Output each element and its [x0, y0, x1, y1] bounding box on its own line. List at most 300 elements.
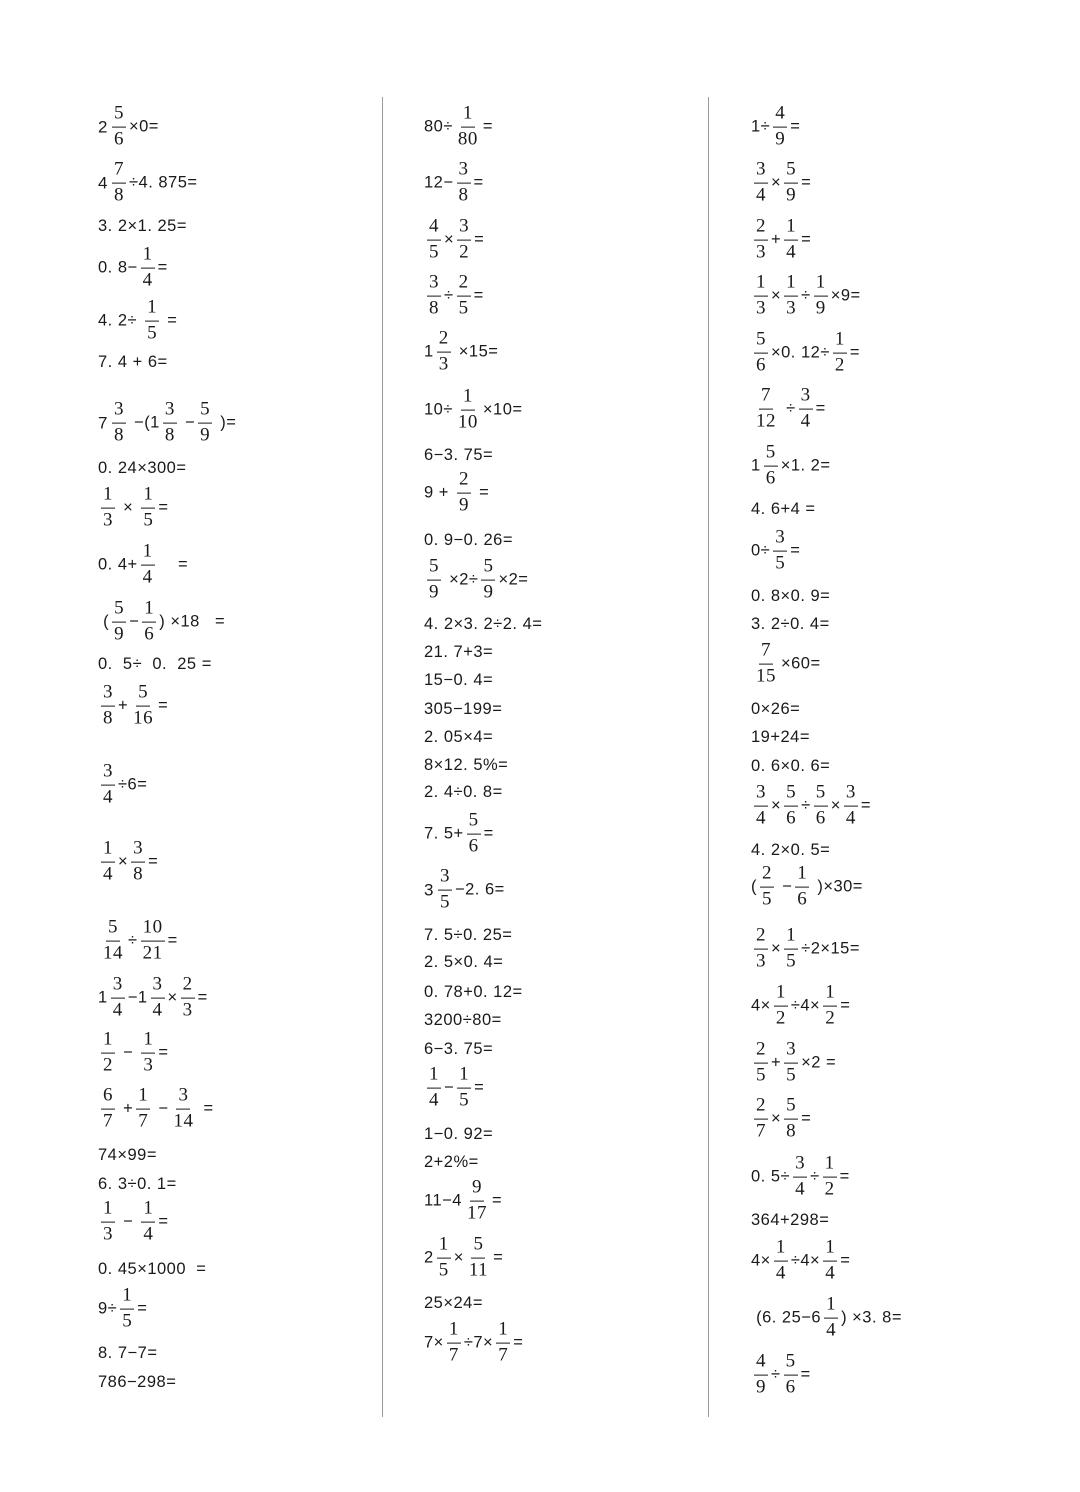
expression-text: + [118, 696, 129, 715]
math-problem [424, 1320, 523, 1367]
expression-text: − [179, 413, 196, 432]
fraction-denominator: 8 [103, 707, 113, 729]
math-problem [98, 104, 159, 151]
fraction-numerator: 1 [784, 217, 798, 241]
fraction-denominator: 5 [786, 950, 797, 972]
expression-text: = [790, 117, 801, 136]
fraction-denominator: 2 [834, 354, 845, 376]
fraction-numerator: 6 [101, 1086, 115, 1110]
math-problem [98, 762, 147, 809]
fraction [784, 1096, 798, 1143]
fraction [793, 1154, 807, 1201]
fraction-denominator: 80 [457, 128, 478, 150]
fraction-denominator: 14 [103, 942, 123, 964]
fraction-numerator: 1 [496, 1320, 510, 1344]
expression-text: ÷4. 875= [128, 173, 198, 192]
expression-text: × [118, 852, 129, 871]
math-problem [98, 683, 168, 730]
fraction-denominator: 5 [143, 509, 154, 531]
expression-text: = [157, 258, 168, 277]
expression-text: ÷7× [463, 1333, 494, 1352]
expression-text: 1÷ [751, 117, 771, 136]
fraction-denominator: 16 [133, 707, 154, 729]
expression-text: (6. 25−6 [751, 1308, 822, 1327]
fraction [111, 975, 125, 1022]
math-problem [424, 470, 489, 517]
fraction-denominator: 6 [815, 807, 826, 829]
expression-text: 0×26= [751, 699, 801, 718]
fraction-numerator: 1 [461, 104, 475, 128]
expression-text: = [473, 483, 490, 502]
expression-text: ×9= [830, 286, 861, 305]
fraction-denominator: 4 [826, 1319, 837, 1341]
fraction [456, 387, 480, 434]
fraction [438, 867, 452, 914]
fraction [136, 1086, 150, 1133]
fraction [101, 485, 115, 532]
math-problem [751, 1352, 811, 1399]
fraction-denominator: 6 [756, 354, 766, 376]
math-problem [98, 1199, 168, 1246]
fraction-numerator: 3 [793, 1154, 807, 1178]
fraction [764, 443, 778, 490]
expression-text: 0. 6×0. 6= [751, 756, 831, 775]
expression-text: × [444, 230, 455, 249]
mixed-number-whole: 7 [98, 413, 108, 433]
fraction-numerator: 1 [447, 1320, 461, 1344]
math-problem [98, 400, 236, 447]
math-problem [424, 644, 493, 661]
math-problem [751, 528, 800, 575]
expression-text: ÷2×15= [801, 939, 860, 958]
math-problem [424, 104, 493, 151]
fraction-denominator: 4 [775, 1262, 786, 1284]
math-problem [751, 1238, 850, 1285]
expression-text: 19+24= [751, 727, 810, 746]
expression-text: × [771, 286, 782, 305]
fraction-numerator: 1 [141, 485, 155, 509]
expression-text: 0. 24×300= [98, 458, 187, 477]
fraction-numerator: 1 [774, 983, 788, 1007]
fraction-denominator: 5 [122, 1310, 133, 1332]
fraction-denominator: 6 [797, 888, 808, 910]
fraction-denominator: 2 [103, 1054, 113, 1076]
fraction-denominator: 3 [786, 297, 797, 319]
fraction-denominator: 10 [457, 411, 478, 433]
fraction [467, 1235, 490, 1282]
math-problem [751, 641, 821, 688]
fraction-denominator: 5 [775, 552, 786, 574]
fraction-denominator: 3 [756, 241, 766, 263]
expression-text: = [482, 117, 494, 136]
fraction-numerator: 5 [784, 160, 798, 184]
fraction-denominator: 6 [468, 835, 479, 857]
expression-text: ) ×3. 8= [841, 1308, 902, 1327]
math-problem [424, 160, 484, 207]
fraction-denominator: 5 [786, 1064, 797, 1086]
expression-text: ÷6= [118, 775, 148, 794]
math-problem [424, 1012, 502, 1029]
expression-text: = [137, 1299, 148, 1318]
fraction-numerator: 1 [141, 1199, 155, 1223]
fraction-numerator: 1 [833, 330, 847, 354]
math-problem [751, 273, 861, 320]
expression-text: ÷4× [790, 1251, 821, 1270]
fraction-denominator: 3 [438, 353, 449, 375]
math-problem [98, 1176, 177, 1193]
column-divider [382, 97, 383, 1417]
math-problem [424, 532, 513, 549]
expression-text: 3. 2×1. 25= [98, 216, 187, 235]
fraction-numerator: 1 [142, 599, 156, 623]
expression-text: × [118, 498, 139, 517]
fraction-numerator: 2 [457, 470, 471, 494]
expression-text: × [771, 1109, 782, 1128]
math-problem [424, 616, 542, 633]
math-problem [751, 443, 830, 490]
fraction [774, 983, 788, 1030]
fraction-numerator: 5 [784, 1352, 798, 1376]
fraction-denominator: 6 [765, 467, 776, 489]
fraction [131, 839, 145, 886]
fraction-numerator: 1 [823, 1238, 837, 1262]
expression-text: × [167, 988, 178, 1007]
expression-text: = [197, 988, 208, 1007]
fraction-numerator: 3 [754, 160, 768, 184]
expression-text: ×2= [498, 570, 529, 589]
math-problem [424, 1235, 503, 1282]
expression-text: −1 [127, 988, 148, 1007]
fraction [784, 926, 798, 973]
fraction [181, 975, 195, 1022]
math-problem [98, 485, 168, 532]
fraction-numerator: 1 [437, 1235, 451, 1259]
expression-text: = [790, 541, 801, 560]
math-problem [98, 1147, 157, 1164]
fraction-numerator: 2 [437, 329, 451, 353]
math-problem [751, 729, 810, 746]
fraction-denominator: 9 [815, 297, 826, 319]
math-problem [98, 460, 187, 477]
math-problem [751, 701, 800, 718]
fraction [754, 1096, 768, 1143]
math-problem [424, 1178, 502, 1225]
fraction-numerator: 5 [784, 783, 798, 807]
expression-text: 2. 5×0. 4= [424, 952, 504, 971]
expression-text: 786−298= [98, 1372, 177, 1391]
expression-text: 7. 4 + 6= [98, 352, 168, 371]
math-problem [424, 1295, 483, 1312]
fraction-denominator: 5 [458, 297, 469, 319]
expression-text: = [801, 173, 812, 192]
expression-text: 0. 5÷ 0. 25 = [98, 654, 212, 673]
mixed-number-whole: 4 [98, 173, 108, 193]
fraction [784, 1040, 798, 1087]
expression-text: × [771, 173, 782, 192]
expression-text: 0. 78+0. 12= [424, 982, 523, 1001]
fraction-numerator: 5 [112, 104, 126, 128]
fraction [844, 783, 858, 830]
expression-text: × [453, 1248, 464, 1267]
fraction-denominator: 6 [785, 1376, 796, 1398]
expression-text: 4. 2×0. 5= [751, 840, 831, 859]
expression-text: 0. 8− [98, 258, 138, 277]
fraction-denominator: 8 [429, 297, 439, 319]
fraction [754, 273, 768, 320]
fraction-numerator: 4 [427, 217, 441, 241]
fraction-denominator: 4 [142, 269, 153, 291]
expression-text: 7× [424, 1333, 444, 1352]
fraction-denominator: 21 [142, 942, 163, 964]
fraction [447, 1320, 461, 1367]
fraction-numerator: 3 [101, 762, 115, 786]
fraction-denominator: 9 [200, 424, 211, 446]
expression-text: = [167, 931, 178, 950]
fraction-numerator: 4 [773, 104, 787, 128]
fraction [198, 400, 212, 447]
expression-text: 11−4 [424, 1191, 462, 1210]
fraction-numerator: 2 [754, 926, 768, 950]
expression-text: = [801, 230, 812, 249]
fraction-numerator: 3 [101, 683, 115, 707]
fraction-denominator: 2 [459, 241, 470, 263]
expression-text: ) ×18 = [159, 612, 226, 631]
expression-text: 1−0. 92= [424, 1124, 494, 1143]
fraction-denominator: 9 [775, 128, 786, 150]
expression-text: − [777, 877, 793, 896]
expression-text: 2. 05×4= [424, 727, 494, 746]
fraction [141, 542, 155, 589]
fraction [754, 1040, 768, 1087]
math-problem [751, 588, 830, 605]
fraction [457, 160, 471, 207]
expression-text: = [815, 399, 826, 418]
fraction-numerator: 1 [784, 273, 798, 297]
fraction-denominator: 4 [825, 1262, 836, 1284]
expression-text: 1 [424, 342, 434, 361]
fraction [427, 1065, 441, 1112]
expression-text: 6. 3÷0. 1= [98, 1174, 177, 1193]
fraction-numerator: 3 [799, 386, 813, 410]
expression-text: 8. 7−7= [98, 1343, 158, 1362]
fraction-denominator: 2 [825, 1007, 836, 1029]
fraction-numerator: 3 [844, 783, 858, 807]
math-problem [98, 354, 168, 371]
fraction [427, 217, 441, 264]
expression-text: 7. 5÷0. 25= [424, 925, 513, 944]
fraction [163, 400, 177, 447]
fraction-numerator: 1 [754, 273, 768, 297]
fraction [754, 783, 768, 830]
expression-text: = [483, 824, 494, 843]
fraction-numerator: 5 [427, 557, 441, 581]
expression-text: ÷ [444, 286, 454, 305]
fraction [467, 811, 481, 858]
expression-text: ÷ [128, 931, 138, 950]
fraction-numerator: 1 [823, 1154, 837, 1178]
expression-text: + [118, 1099, 134, 1118]
fraction-denominator: 6 [113, 128, 124, 150]
expression-text: − [118, 1212, 139, 1231]
fraction-denominator: 8 [786, 1120, 797, 1142]
fraction [457, 273, 471, 320]
fraction [774, 1238, 788, 1285]
fraction-denominator: 7 [448, 1344, 459, 1366]
expression-text: 4. 6+4 = [751, 499, 816, 518]
fraction-numerator: 3 [438, 867, 452, 891]
math-problem [98, 1286, 147, 1333]
fraction-denominator: 8 [164, 424, 175, 446]
expression-text: = [840, 1251, 851, 1270]
math-problem [751, 983, 850, 1030]
fraction-denominator: 2 [775, 1007, 786, 1029]
expression-text: ×2÷ [444, 570, 479, 589]
fraction [101, 1199, 115, 1246]
fraction-numerator: 10 [141, 918, 165, 942]
fraction-denominator: 9 [756, 1376, 766, 1398]
expression-text: −(1 [128, 413, 160, 432]
expression-text: 9÷ [98, 1299, 118, 1318]
expression-text: = [840, 996, 851, 1015]
math-problem [424, 1041, 493, 1058]
math-problem [751, 330, 860, 377]
fraction [437, 1235, 451, 1282]
fraction [141, 1199, 155, 1246]
math-problem [424, 954, 503, 971]
fraction-numerator: 3 [151, 975, 165, 999]
fraction-denominator: 4 [800, 410, 811, 432]
expression-text: 25×24= [424, 1293, 483, 1312]
math-problem [424, 729, 493, 746]
expression-text: 0. 9−0. 26= [424, 530, 513, 549]
fraction [496, 1320, 510, 1367]
fraction-numerator: 1 [427, 1065, 441, 1089]
expression-text: 0. 5÷ [751, 1167, 791, 1186]
math-problem [751, 1154, 850, 1201]
fraction-numerator: 5 [198, 400, 212, 424]
fraction [131, 683, 155, 730]
fraction-numerator: 3 [784, 1040, 798, 1064]
fraction-numerator: 7 [759, 641, 773, 665]
fraction-numerator: 5 [136, 683, 150, 707]
expression-text: = [839, 1167, 850, 1186]
math-problem [98, 245, 168, 292]
fraction-numerator: 1 [784, 926, 798, 950]
math-problem [751, 616, 830, 633]
fraction-denominator: 4 [103, 863, 113, 885]
fraction [151, 975, 165, 1022]
fraction-numerator: 4 [754, 1352, 768, 1376]
fraction [754, 641, 778, 688]
fraction-denominator: 9 [114, 623, 125, 645]
fraction-denominator: 4 [795, 1178, 806, 1200]
fraction-denominator: 7 [138, 1110, 149, 1132]
fraction-denominator: 4 [143, 1223, 154, 1245]
fraction-numerator: 9 [470, 1178, 484, 1202]
fraction-numerator: 1 [774, 1238, 788, 1262]
fraction [457, 470, 471, 517]
fraction [754, 160, 768, 207]
fraction-numerator: 1 [101, 1199, 115, 1223]
math-problem [751, 1295, 902, 1342]
fraction-numerator: 1 [795, 864, 809, 888]
fraction-numerator: 2 [754, 1040, 768, 1064]
expression-text: ×0. 12÷ [771, 343, 830, 362]
fraction-denominator: 7 [756, 1120, 766, 1142]
fraction-numerator: 1 [457, 1065, 471, 1089]
fraction-denominator: 5 [762, 888, 772, 910]
math-problem [98, 599, 225, 646]
fraction-denominator: 4 [429, 1089, 439, 1111]
fraction [457, 217, 471, 264]
math-problem [98, 160, 198, 207]
expression-text: = [801, 1109, 812, 1128]
fraction-numerator: 3 [427, 273, 441, 297]
expression-text: 0. 4+ [98, 555, 138, 574]
fraction-denominator: 5 [438, 1259, 449, 1281]
expression-text: 0. 45×1000 = [98, 1259, 207, 1278]
expression-text: 15−0. 4= [424, 670, 494, 689]
fraction-denominator: 5 [147, 322, 158, 344]
fraction-denominator: 5 [756, 1064, 766, 1086]
expression-text: −2. 6= [454, 880, 505, 899]
fraction [101, 1086, 115, 1133]
fraction [427, 273, 441, 320]
math-problem [98, 1374, 176, 1391]
fraction-denominator: 7 [498, 1344, 509, 1366]
expression-text: 2+2%= [424, 1152, 479, 1171]
fraction-numerator: 1 [145, 298, 159, 322]
expression-text: ( [751, 877, 757, 896]
fraction-denominator: 3 [756, 950, 766, 972]
math-problem [424, 757, 508, 774]
expression-text: 10÷ [424, 400, 453, 419]
math-problem [751, 104, 800, 151]
fraction-denominator: 5 [459, 1089, 470, 1111]
fraction-numerator: 2 [457, 273, 471, 297]
expression-text: = [491, 1191, 503, 1210]
fraction [824, 1295, 838, 1342]
fraction-denominator: 9 [483, 581, 494, 603]
math-problem [98, 218, 187, 235]
expression-text: = [474, 230, 485, 249]
expression-text: ÷ [801, 286, 811, 305]
fraction-denominator: 8 [458, 184, 469, 206]
math-problem [424, 557, 528, 604]
fraction [784, 1352, 798, 1399]
fraction-denominator: 4 [152, 999, 163, 1021]
fraction [773, 528, 787, 575]
expression-text: ×10= [482, 400, 523, 419]
fraction [465, 1178, 489, 1225]
fraction-numerator: 5 [471, 1235, 485, 1259]
math-problem [424, 329, 498, 376]
math-problem [424, 387, 523, 434]
expression-text: − [153, 1099, 169, 1118]
math-problem [751, 160, 811, 207]
mixed-number-whole: 2 [98, 117, 108, 137]
fraction [456, 104, 480, 151]
fraction [120, 1286, 134, 1333]
expression-text: ÷4× [790, 996, 821, 1015]
column-divider [708, 97, 709, 1417]
expression-text: − [444, 1078, 455, 1097]
expression-text: ÷ [771, 1365, 781, 1384]
expression-text: 6−3. 75= [424, 445, 494, 464]
fraction-denominator: 9 [786, 184, 797, 206]
expression-text: = [473, 286, 484, 305]
math-problem [424, 1126, 493, 1143]
